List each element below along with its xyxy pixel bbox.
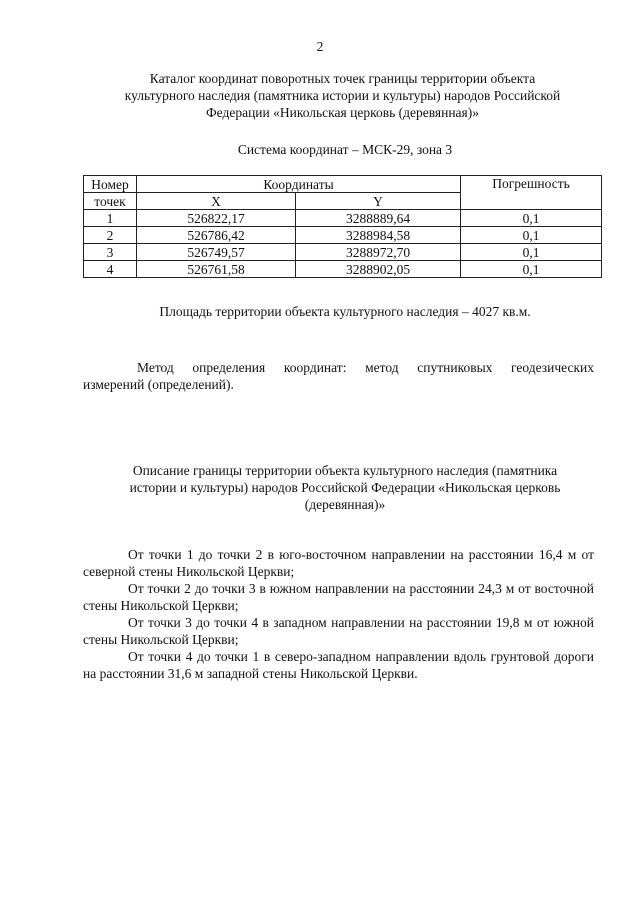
point-number: 3	[84, 244, 137, 261]
header-y: Y	[296, 193, 461, 210]
coord-y: 3288889,64	[296, 210, 461, 227]
segment-paragraph: От точки 1 до точки 2 в юго-восточном направлении на расстоянии 16,4 м от северной стены Никольской Церкви;	[83, 547, 594, 579]
table-row	[84, 244, 602, 261]
coord-x: 526761,58	[137, 261, 296, 278]
table-row	[84, 210, 602, 227]
header-number: Номер	[84, 176, 137, 193]
coord-y: 3288984,58	[296, 227, 461, 244]
catalog-title-line: культурного наследия (памятника истории и культуры) народов Российской	[124, 88, 561, 103]
segment-paragraph: От точки 3 до точки 4 в западном направлении на расстоянии 19,8 м от южной стены Никольской Церкви;	[83, 615, 594, 647]
error-value: 0,1	[461, 244, 602, 261]
coord-y: 3288972,70	[296, 244, 461, 261]
catalog-title	[70, 70, 615, 121]
table-row	[84, 227, 602, 244]
catalog-title-line: Федерации «Никольская церковь (деревянная)»	[205, 105, 479, 120]
catalog-title-line: Каталог координат поворотных точек границы территории объекта	[149, 71, 536, 86]
header-coordinates: Координаты	[137, 176, 461, 193]
area-text: Площадь территории объекта культурного наследия – 4027 кв.м.	[159, 304, 531, 319]
point-number: 2	[84, 227, 137, 244]
coordinate-system: Система координат – МСК-29, зона 3	[237, 142, 453, 157]
method-line: Метод определения координат: метод спутниковых геодезических	[137, 360, 594, 375]
coordinates-table	[83, 175, 602, 278]
method-paragraph	[83, 359, 594, 393]
header-x: X	[137, 193, 296, 210]
header-points: точек	[84, 193, 137, 210]
header-error: Погрешность	[461, 176, 602, 210]
point-number: 4	[84, 261, 137, 278]
error-value: 0,1	[461, 210, 602, 227]
coord-x: 526749,57	[137, 244, 296, 261]
coord-x: 526786,42	[137, 227, 296, 244]
table-row	[84, 261, 602, 278]
segment-paragraph: От точки 4 до точки 1 в северо-западном направлении вдоль грунтовой дороги на расстоянии 31,6 м западной стены Никольской Церкви.	[83, 649, 594, 681]
segment-paragraph: От точки 2 до точки 3 в южном направлении на расстоянии 24,3 м от восточной стены Никольской Церкви;	[83, 581, 594, 613]
description-title-line: Описание границы территории объекта культурного наследия (памятника	[132, 463, 558, 478]
error-value: 0,1	[461, 227, 602, 244]
point-number: 1	[84, 210, 137, 227]
description-title-line: истории и культуры) народов Российской Федерации «Никольская церковь	[129, 480, 561, 495]
coord-y: 3288902,05	[296, 261, 461, 278]
coord-x: 526822,17	[137, 210, 296, 227]
table-header-row	[84, 176, 602, 193]
description-title	[80, 462, 610, 513]
boundary-segments	[83, 546, 594, 682]
error-value: 0,1	[461, 261, 602, 278]
description-title-line: (деревянная)»	[304, 497, 386, 512]
method-line: измерений (определений).	[83, 377, 234, 392]
page-number: 2	[316, 39, 324, 54]
